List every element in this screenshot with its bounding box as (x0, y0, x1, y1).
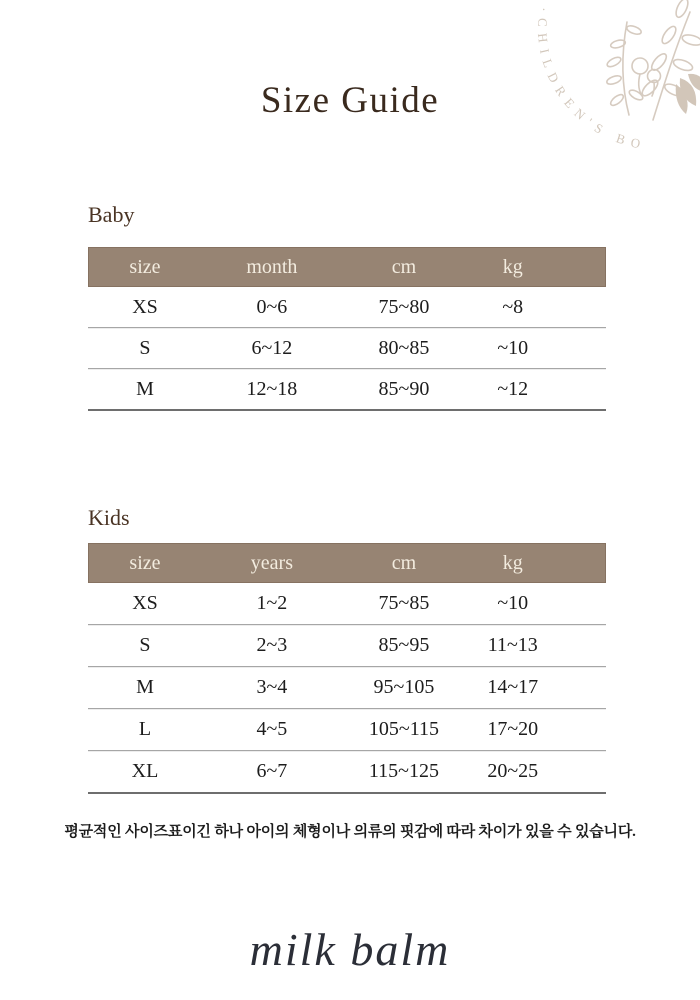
column-header-kg: kg (502, 552, 523, 574)
table-cell: 85~90 (378, 378, 430, 400)
baby-section-label: Baby (88, 202, 135, 227)
table-cell: 75~80 (378, 296, 430, 318)
kids-section-label: Kids (88, 505, 130, 530)
table-cell: XS (132, 296, 158, 318)
column-header-size: size (129, 552, 161, 574)
table-cell: M (136, 676, 154, 698)
table-cell: 14~17 (487, 676, 539, 698)
page-title: Size Guide (260, 80, 440, 121)
kids-table-header-row (88, 543, 606, 583)
baby-size-table (88, 247, 606, 411)
table-cell: 85~95 (378, 634, 430, 656)
baby-size-section (88, 200, 606, 411)
stamp-arc-text: ·CHILDREN'S BO (534, 6, 649, 153)
column-header-years: years (250, 552, 293, 574)
column-header-cm: cm (391, 256, 417, 278)
table-cell: XS (132, 592, 158, 614)
table-cell: 80~85 (378, 337, 430, 359)
table-cell: 6~7 (256, 760, 288, 782)
table-cell: ~10 (497, 592, 529, 614)
column-header-size: size (129, 256, 161, 278)
table-cell: 17~20 (487, 718, 539, 740)
table-cell: 0~6 (256, 296, 288, 318)
column-header-month: month (246, 256, 298, 278)
table-cell: 1~2 (256, 592, 288, 614)
table-row (88, 287, 606, 328)
table-cell: S (139, 634, 151, 656)
table-row (88, 709, 606, 751)
kids-size-table (88, 543, 606, 794)
table-row (88, 369, 606, 409)
table-cell: 115~125 (368, 760, 439, 782)
table-cell: M (136, 378, 154, 400)
table-cell: 12~18 (246, 378, 298, 400)
table-cell: ~12 (497, 378, 529, 400)
kids-size-section (88, 503, 606, 794)
table-cell: S (139, 337, 151, 359)
column-header-kg: kg (502, 256, 523, 278)
table-cell: L (138, 718, 152, 740)
table-cell: 4~5 (256, 718, 288, 740)
table-cell: 2~3 (256, 634, 288, 656)
table-cell: ~10 (497, 337, 529, 359)
table-cell: 75~85 (378, 592, 430, 614)
table-cell: 11~13 (487, 634, 538, 656)
table-row (88, 751, 606, 792)
table-row (88, 583, 606, 625)
table-row (88, 328, 606, 369)
brand-logo: milk balm (249, 924, 451, 975)
baby-table-header-row (88, 247, 606, 287)
column-header-cm: cm (391, 552, 417, 574)
table-cell: ~8 (502, 296, 524, 318)
table-cell: 3~4 (256, 676, 288, 698)
table-row (88, 625, 606, 667)
table-cell: 105~115 (368, 718, 439, 740)
table-cell: 95~105 (373, 676, 435, 698)
size-disclaimer-note: 평균적인 사이즈표이긴 하나 아이의 체형이나 의류의 핏감에 따라 차이가 있을 수 있습니다. (64, 824, 636, 840)
table-cell: XL (131, 760, 159, 782)
table-cell: 20~25 (487, 760, 539, 782)
table-row (88, 667, 606, 709)
table-cell: 6~12 (251, 337, 293, 359)
